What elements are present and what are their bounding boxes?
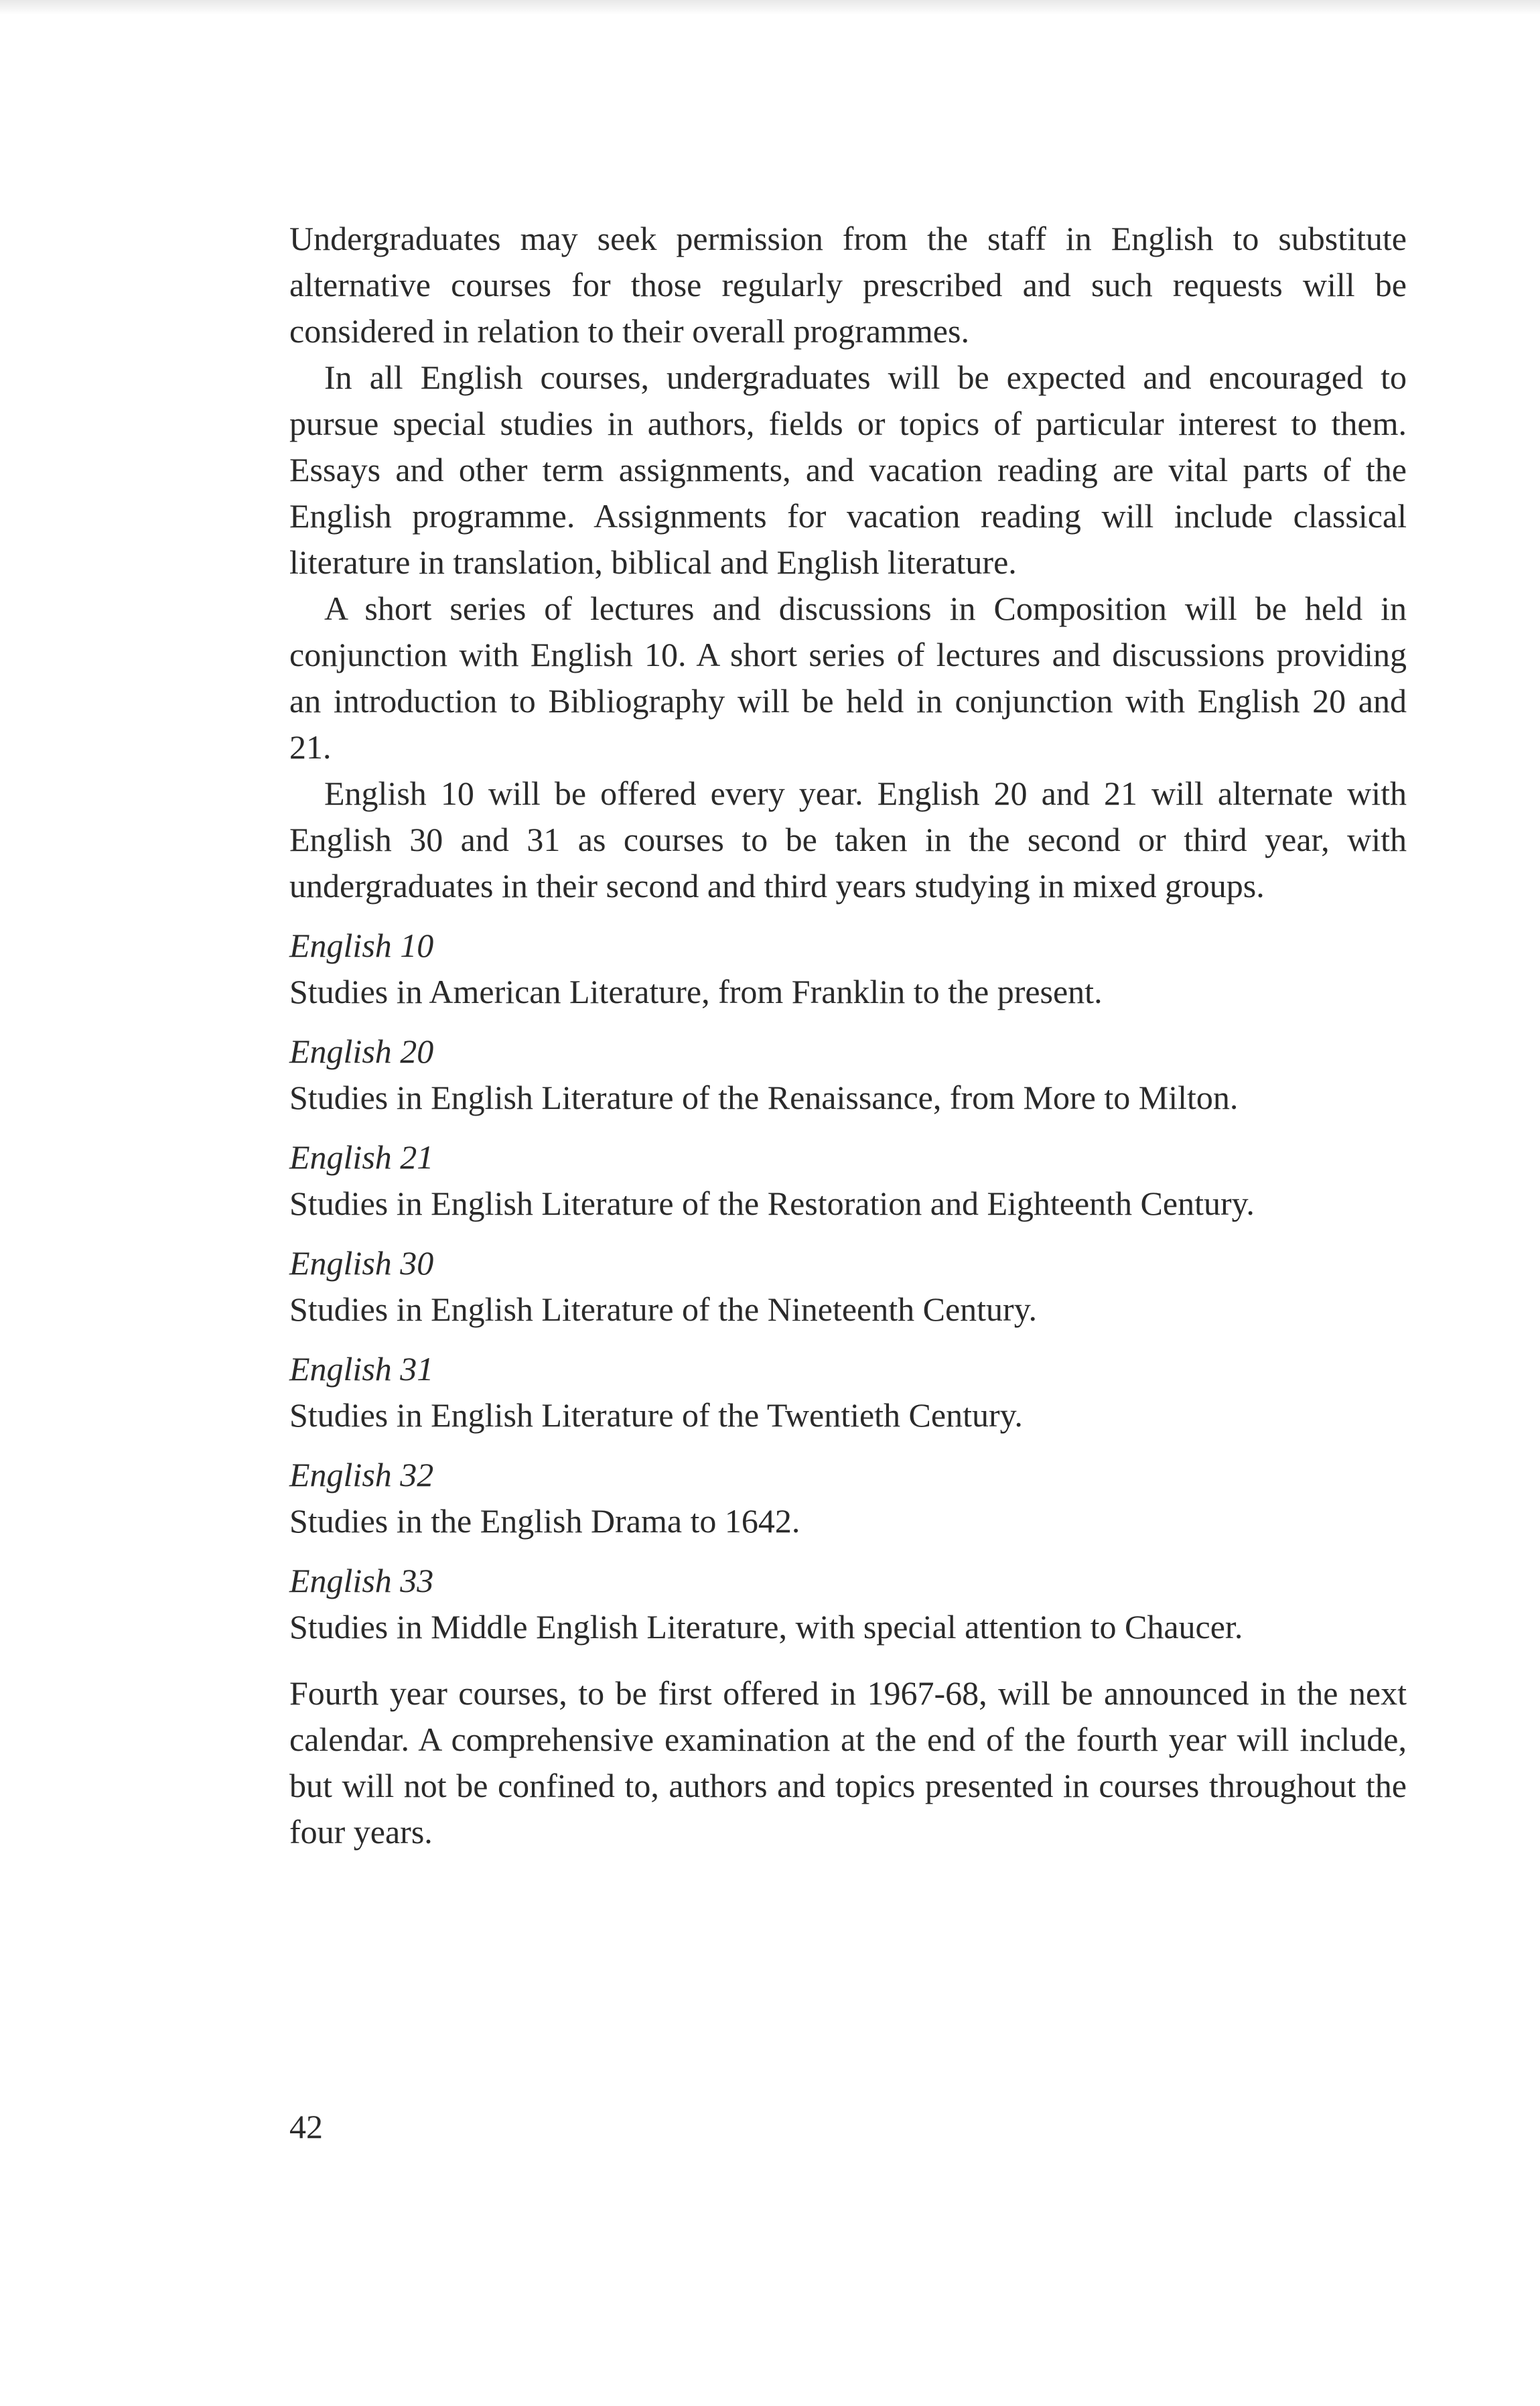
- course-item: [289, 923, 1407, 1015]
- page-top-edge: [0, 0, 1540, 15]
- course-description: Studies in English Literature of the Restoration and Eighteenth Century.: [289, 1185, 1255, 1222]
- course-title: English 10: [289, 927, 434, 964]
- course-item: [289, 1452, 1407, 1544]
- course-title: English 30: [289, 1244, 434, 1282]
- course-title: English 33: [289, 1562, 434, 1599]
- intro-paragraph-2: In all English courses, undergraduates will be expected and encouraged to pursue special studies in authors, fields or topics of particular interest to them. Essays and other term assignments, and vacation reading are vital parts of the English programme. Assignments for vacation reading will include classical literature in translation, biblical and English literature.: [289, 358, 1407, 581]
- course-list: [289, 923, 1407, 1650]
- page-body: [289, 216, 1407, 1855]
- course-item: [289, 1028, 1407, 1121]
- course-description: Studies in English Literature of the Nineteenth Century.: [289, 1290, 1037, 1328]
- course-description: Studies in American Literature, from Franklin to the present.: [289, 973, 1103, 1010]
- intro-paragraph-4: English 10 will be offered every year. English 20 and 21 will alternate with English 30 and 31 as courses to be taken in the second or third year, with undergraduates in their second and third years studying in mixed groups.: [289, 775, 1407, 905]
- course-title: English 31: [289, 1350, 434, 1388]
- course-item: [289, 1558, 1407, 1650]
- course-description: Studies in English Literature of the Renaissance, from More to Milton.: [289, 1079, 1239, 1116]
- closing-paragraph: Fourth year courses, to be first offered in 1967-68, will be announced in the next calendar. A comprehensive examination at the end of the fourth year will include, but will not be confined to, authors and topics presented in courses throughout the four years.: [289, 1674, 1407, 1851]
- course-description: Studies in Middle English Literature, with special attention to Chaucer.: [289, 1608, 1243, 1646]
- page-number: 42: [289, 2108, 323, 2145]
- intro-paragraph-1: Undergraduates may seek permission from the staff in English to substitute alternative courses for those regularly prescribed and such requests will be considered in relation to their overall programmes.: [289, 220, 1407, 350]
- course-item: [289, 1134, 1407, 1227]
- course-description: Studies in the English Drama to 1642.: [289, 1502, 800, 1540]
- intro-paragraph-3: A short series of lectures and discussions in Composition will be held in conjunction with English 10. A short series of lectures and discussions providing an introduction to Bibliography will be held in conjunction with English 20 and 21.: [289, 590, 1407, 766]
- course-title: English 32: [289, 1456, 434, 1493]
- course-item: [289, 1346, 1407, 1439]
- course-item: [289, 1240, 1407, 1333]
- course-title: English 20: [289, 1032, 434, 1070]
- course-title: English 21: [289, 1138, 434, 1176]
- course-description: Studies in English Literature of the Twentieth Century.: [289, 1396, 1023, 1434]
